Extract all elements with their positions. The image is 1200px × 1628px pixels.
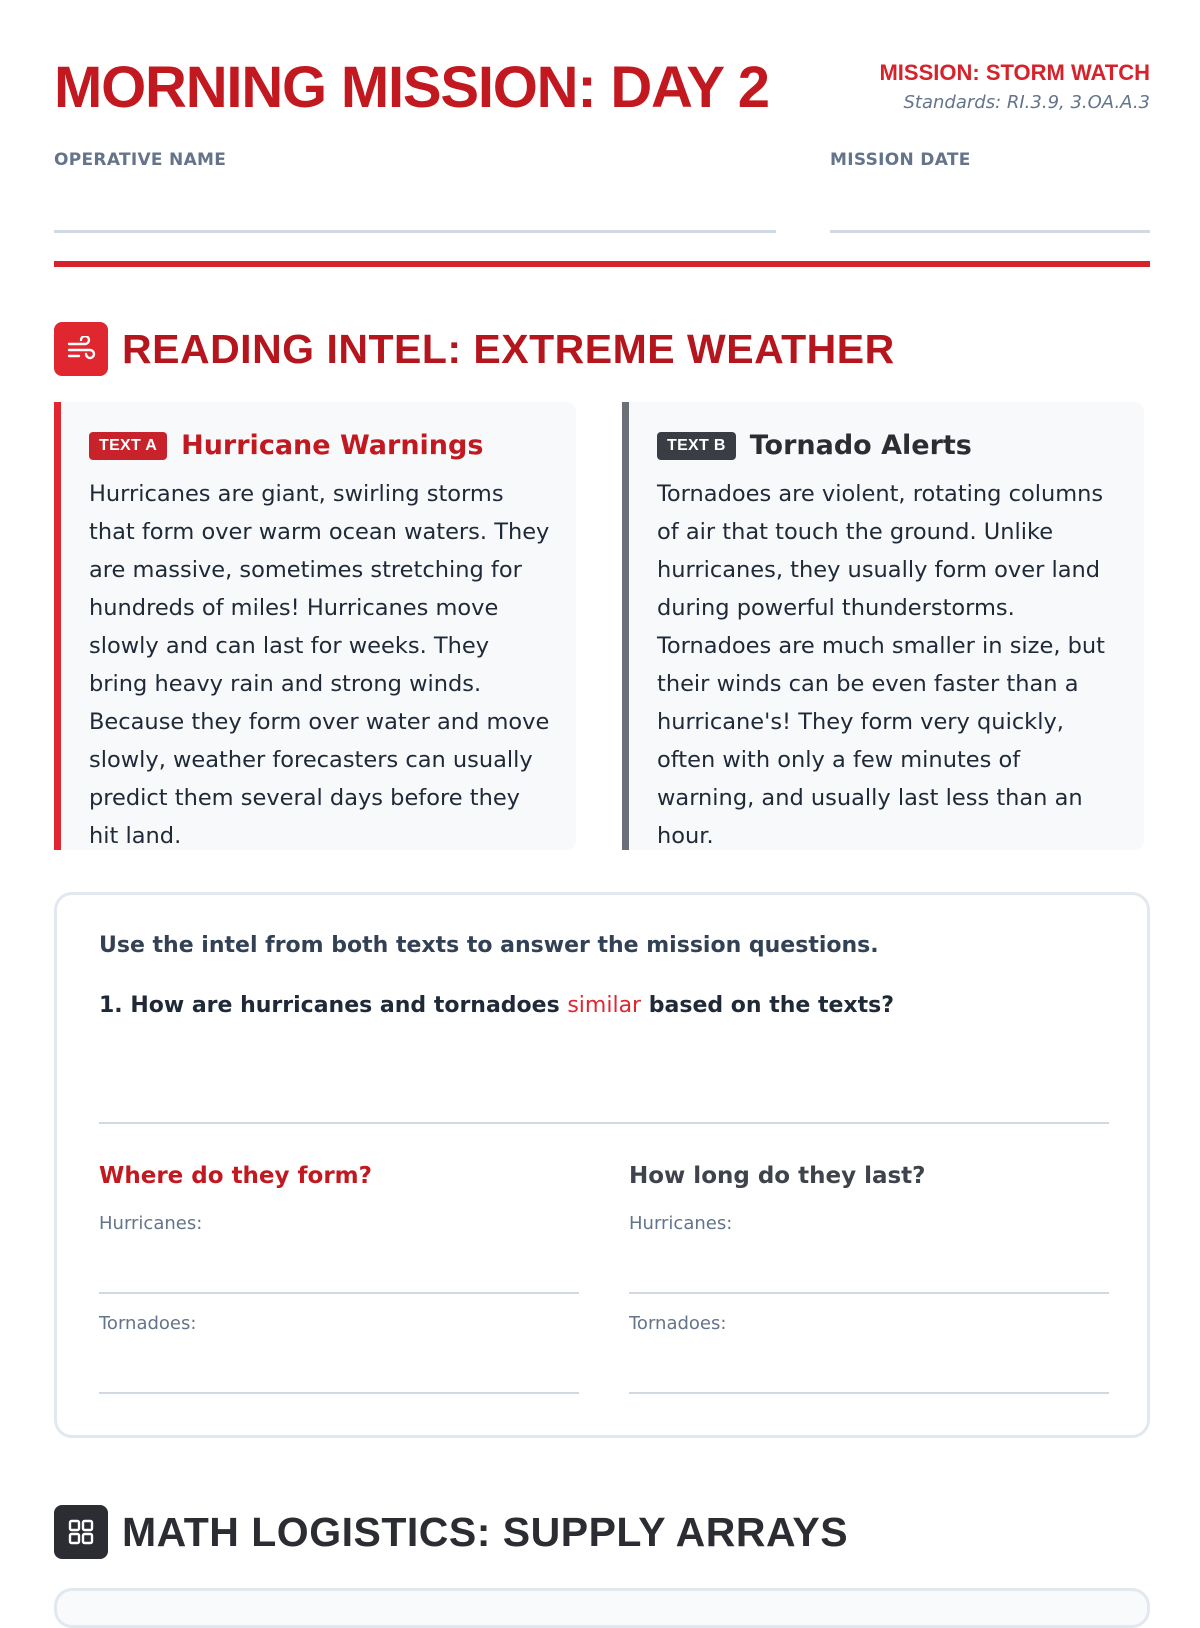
form-hurricanes-line[interactable] [99, 1292, 579, 1294]
mission-date-line[interactable] [830, 230, 1150, 233]
grid-icon [54, 1505, 108, 1559]
math-section-header [54, 1505, 848, 1559]
text-b-body: Tornadoes are violent, rotating columns of air that touch the ground. Unlike hurricanes, they usually form over land during powerful thunderstorms. Tornadoes are much smaller in size, but their winds can be even faster than a hurricane's! They form very quickly, often with only a few minutes of warning, and usually last less than an hour. [657, 481, 1105, 849]
operative-name-line[interactable] [54, 230, 776, 233]
text-a-card [54, 402, 576, 850]
math-section-title: MATH LOGISTICS: SUPPLY ARRAYS [122, 1508, 849, 1555]
question-1-prefix: 1. How are hurricanes and tornadoes [99, 993, 568, 1018]
last-hurricanes-label: Hurricanes: [629, 1213, 733, 1234]
reading-section-header [54, 322, 895, 376]
wind-icon [54, 322, 108, 376]
question-1-highlight: similar [567, 993, 642, 1018]
text-b-card [622, 402, 1144, 850]
operative-name-label: OPERATIVE NAME [54, 150, 227, 170]
reading-section-title: READING INTEL: EXTREME WEATHER [122, 325, 895, 372]
text-b-title: Tornado Alerts [749, 430, 972, 461]
standards-text: Standards: RI.3.9, 3.OA.A.3 [903, 92, 1150, 113]
mission-tag: MISSION: STORM WATCH [879, 60, 1150, 85]
question-1-answer-line[interactable] [99, 1122, 1109, 1124]
mission-date-label: MISSION DATE [830, 150, 971, 170]
text-a-title: Hurricane Warnings [181, 430, 484, 461]
form-question: Where do they form? [99, 1163, 372, 1189]
last-hurricanes-line[interactable] [629, 1292, 1109, 1294]
form-tornadoes-label: Tornadoes: [99, 1313, 197, 1334]
math-card [54, 1588, 1150, 1628]
last-tornadoes-line[interactable] [629, 1392, 1109, 1394]
text-a-badge: TEXT A [89, 432, 167, 460]
last-question: How long do they last? [629, 1163, 926, 1189]
questions-box [54, 892, 1150, 1438]
header-divider [54, 261, 1150, 267]
questions-instructions: Use the intel from both texts to answer the mission questions. [99, 933, 879, 958]
page-title: MORNING MISSION: DAY 2 [54, 55, 769, 120]
text-a-body: Hurricanes are giant, swirling storms that form over warm ocean waters. They are massive, sometimes stretching for hundreds of miles! Hurricanes move slowly and can last for weeks. They bring heavy rain and strong winds. Because they form over water and move slowly, weather forecasters can usually predict them several days before they hit land. [89, 481, 550, 849]
text-b-badge: TEXT B [657, 432, 736, 460]
question-1-suffix: based on the texts? [641, 993, 894, 1018]
form-tornadoes-line[interactable] [99, 1392, 579, 1394]
form-hurricanes-label: Hurricanes: [99, 1213, 203, 1234]
last-tornadoes-label: Tornadoes: [629, 1313, 727, 1334]
question-1 [99, 993, 894, 1018]
